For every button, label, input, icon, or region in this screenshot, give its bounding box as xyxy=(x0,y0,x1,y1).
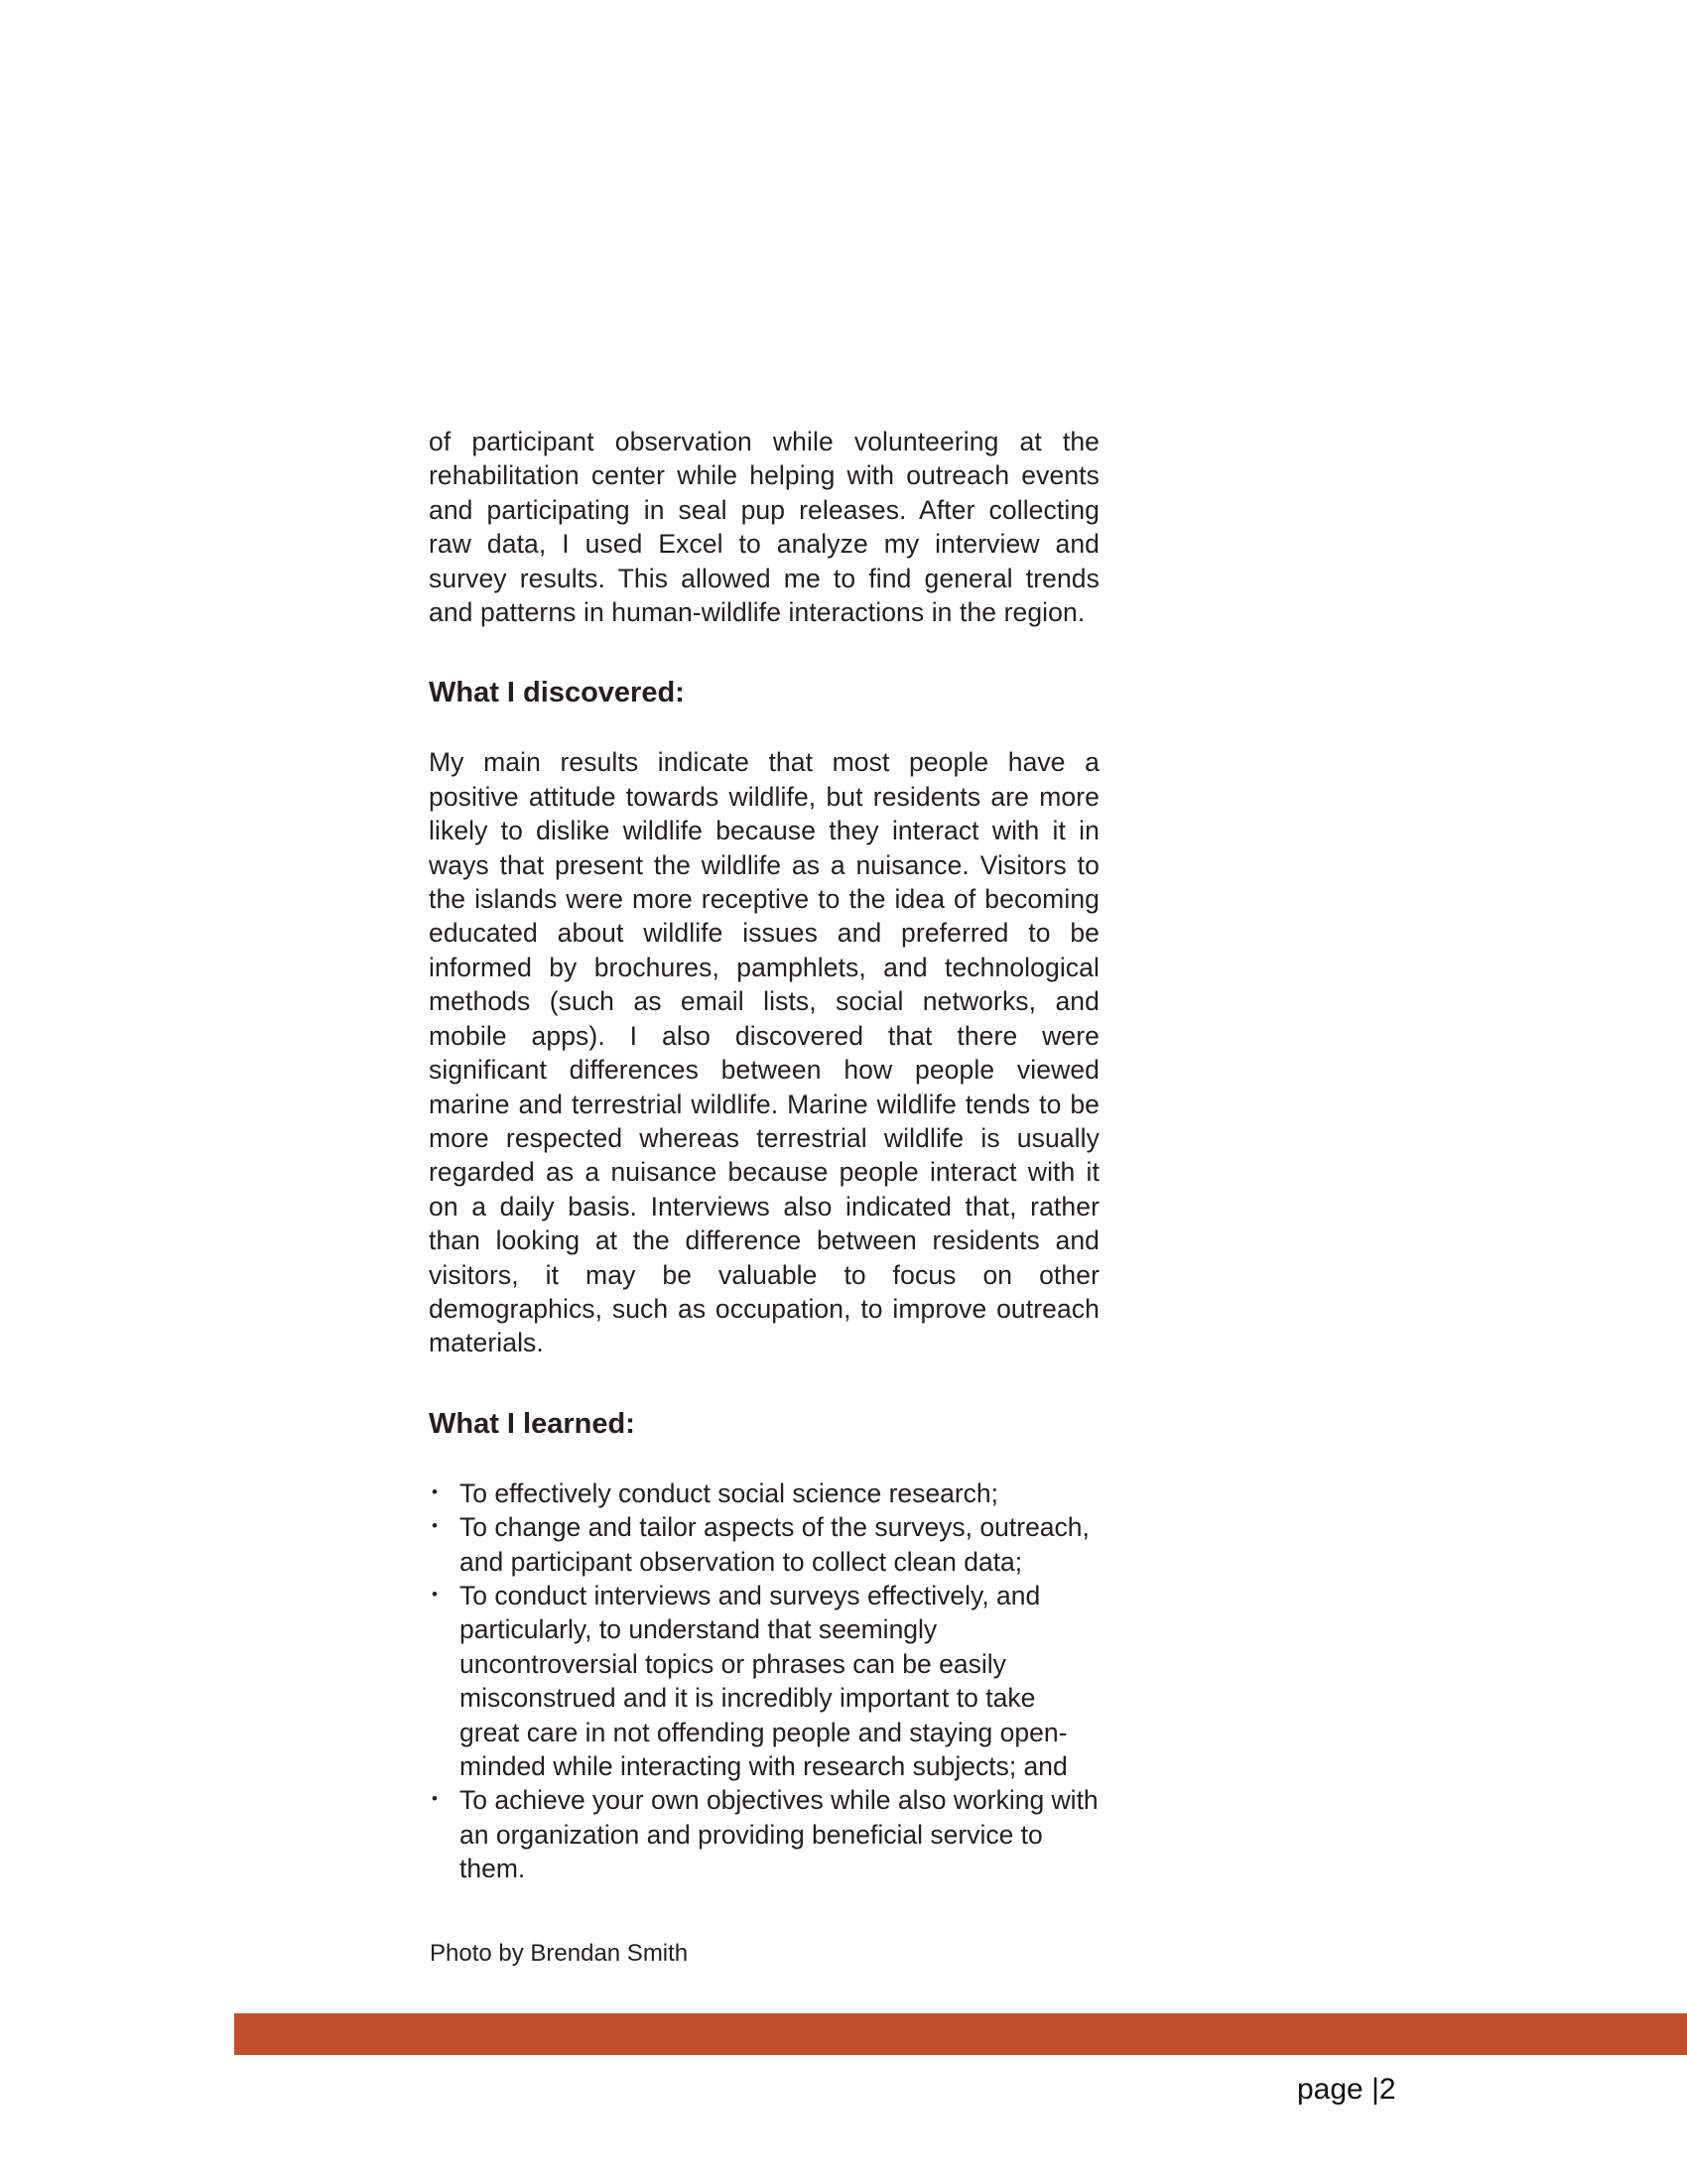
content-column xyxy=(429,425,1100,1886)
list-item xyxy=(429,1579,1100,1783)
list-item xyxy=(429,1783,1100,1885)
bullet-icon: • xyxy=(432,1481,438,1501)
list-item-text: To change and tailor aspects of the surveys, outreach, and participant observation to collect clean data; xyxy=(459,1512,1090,1577)
heading-what-i-learned: What I learned: xyxy=(429,1407,635,1440)
page-number: page |2 xyxy=(1297,2073,1396,2106)
list-item-text: To effectively conduct social science research; xyxy=(459,1477,999,1508)
heading-what-i-discovered: What I discovered: xyxy=(429,677,685,709)
photo-credit: Photo by Brendan Smith xyxy=(430,1940,689,1967)
bullet-icon: • xyxy=(432,1516,438,1536)
footer-accent-bar xyxy=(234,2013,1687,2055)
list-item-text: To conduct interviews and surveys effectively, and particularly, to understand that seemingly uncontroversial topics or phrases can be easily misconstrued and it is incredibly important to take great care in not offending people and staying open-minded while interacting with research subjects; and xyxy=(459,1580,1068,1781)
paragraph-methods-continued: of participant observation while volunteering at the rehabilitation center while helping with outreach events and participating in seal pup releases. After collecting raw data, I used Excel to analyze my interview and survey results. This allowed me to find general trends and patterns in human-wildlife interactions in the region. xyxy=(429,427,1100,628)
paragraph-results: My main results indicate that most people have a positive attitude towards wildlife, but residents are more likely to dislike wildlife because they interact with it in ways that present the wildlife as a nuisance. Visitors to the islands were more receptive to the idea of becoming educated about wildlife issues and preferred to be informed by brochures, pamphlets, and technological methods (such as email lists, social networks, and mobile apps). I also discovered that there were significant differences between how people viewed marine and terrestrial wildlife. Marine wildlife tends to be more respected whereas terrestrial wildlife is usually regarded as a nuisance because people interact with it on a daily basis. Interviews also indicated that, rather than looking at the difference between residents and visitors, it may be valuable to focus on other demographics, such as occupation, to improve outreach materials. xyxy=(429,747,1100,1358)
list-item-text: To achieve your own objectives while also working with an organization and providing beneficial service to them. xyxy=(459,1785,1099,1884)
list-item xyxy=(429,1510,1100,1579)
list-item xyxy=(429,1477,1100,1510)
bullet-icon: • xyxy=(432,1789,438,1809)
learned-list xyxy=(429,1477,1100,1886)
bullet-icon: • xyxy=(432,1584,438,1604)
